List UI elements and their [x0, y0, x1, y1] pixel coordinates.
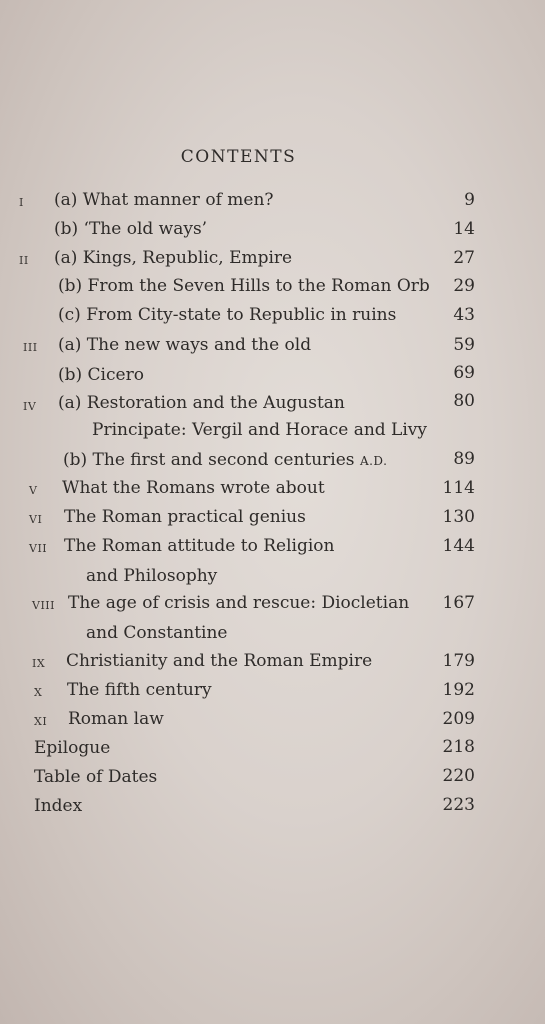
chapter-number: IX: [32, 657, 46, 670]
chapter-number: I: [19, 196, 24, 209]
entry-page: 144: [442, 536, 475, 556]
entry-page: 218: [442, 737, 475, 757]
entry-title: (c) From City-state to Republic in ruins: [58, 305, 397, 325]
entry-page: 14: [453, 219, 475, 239]
entry-title: (a) Kings, Republic, Empire: [54, 248, 293, 268]
entry-title: The fifth century: [67, 680, 212, 700]
entry-page: 89: [453, 449, 475, 469]
chapter-number: VII: [29, 542, 48, 555]
entry-title: (a) Restoration and the Augustan: [58, 393, 345, 413]
entry-page: 209: [442, 709, 475, 729]
chapter-number: VIII: [32, 599, 55, 612]
entry-title-continuation: Principate: Vergil and Horace and Livy: [92, 420, 427, 440]
chapter-number: V: [29, 484, 38, 497]
entry-title-continuation: and Constantine: [86, 623, 228, 643]
entry-title: (a) What manner of men?: [54, 190, 274, 210]
entry-title: Table of Dates: [34, 767, 158, 787]
entry-title: (b) ‘The old ways’: [54, 219, 208, 239]
entry-title: (b) Cicero: [58, 365, 144, 385]
entry-title: (a) The new ways and the old: [58, 335, 312, 355]
entry-page: 59: [453, 335, 475, 355]
entry-page: 9: [464, 190, 475, 210]
chapter-number: XI: [34, 715, 48, 728]
page-title: CONTENTS: [180, 147, 297, 167]
entry-title: The Roman practical genius: [64, 507, 306, 527]
entry-title: Christianity and the Roman Empire: [66, 651, 373, 671]
entry-page: 114: [442, 478, 475, 498]
entry-title: (b) The first and second centuries A.D.: [63, 450, 388, 470]
entry-page: 220: [442, 766, 475, 786]
chapter-number: III: [23, 341, 38, 354]
entry-title: What the Romans wrote about: [62, 478, 325, 498]
entry-page: 192: [442, 680, 475, 700]
entry-title: The Roman attitude to Religion: [64, 536, 335, 556]
entry-title: (b) From the Seven Hills to the Roman Orb: [58, 276, 430, 296]
entry-page: 69: [453, 363, 475, 383]
entry-page: 130: [442, 507, 475, 527]
chapter-number: II: [19, 254, 29, 267]
entry-page: 167: [442, 593, 475, 613]
chapter-number: VI: [29, 513, 43, 526]
chapter-number: X: [34, 686, 43, 699]
entry-page: 27: [453, 248, 475, 268]
entry-title-continuation: and Philosophy: [86, 566, 218, 586]
entry-title: Index: [34, 796, 83, 816]
entry-title: Epilogue: [34, 738, 111, 758]
chapter-number: IV: [23, 400, 37, 413]
entry-page: 80: [453, 391, 475, 411]
entry-title: The age of crisis and rescue: Diocletian: [68, 593, 410, 613]
entry-page: 29: [453, 276, 475, 296]
entry-title: Roman law: [68, 709, 164, 729]
entry-page: 43: [453, 305, 475, 325]
entry-page: 179: [442, 651, 475, 671]
entry-page: 223: [442, 795, 475, 815]
